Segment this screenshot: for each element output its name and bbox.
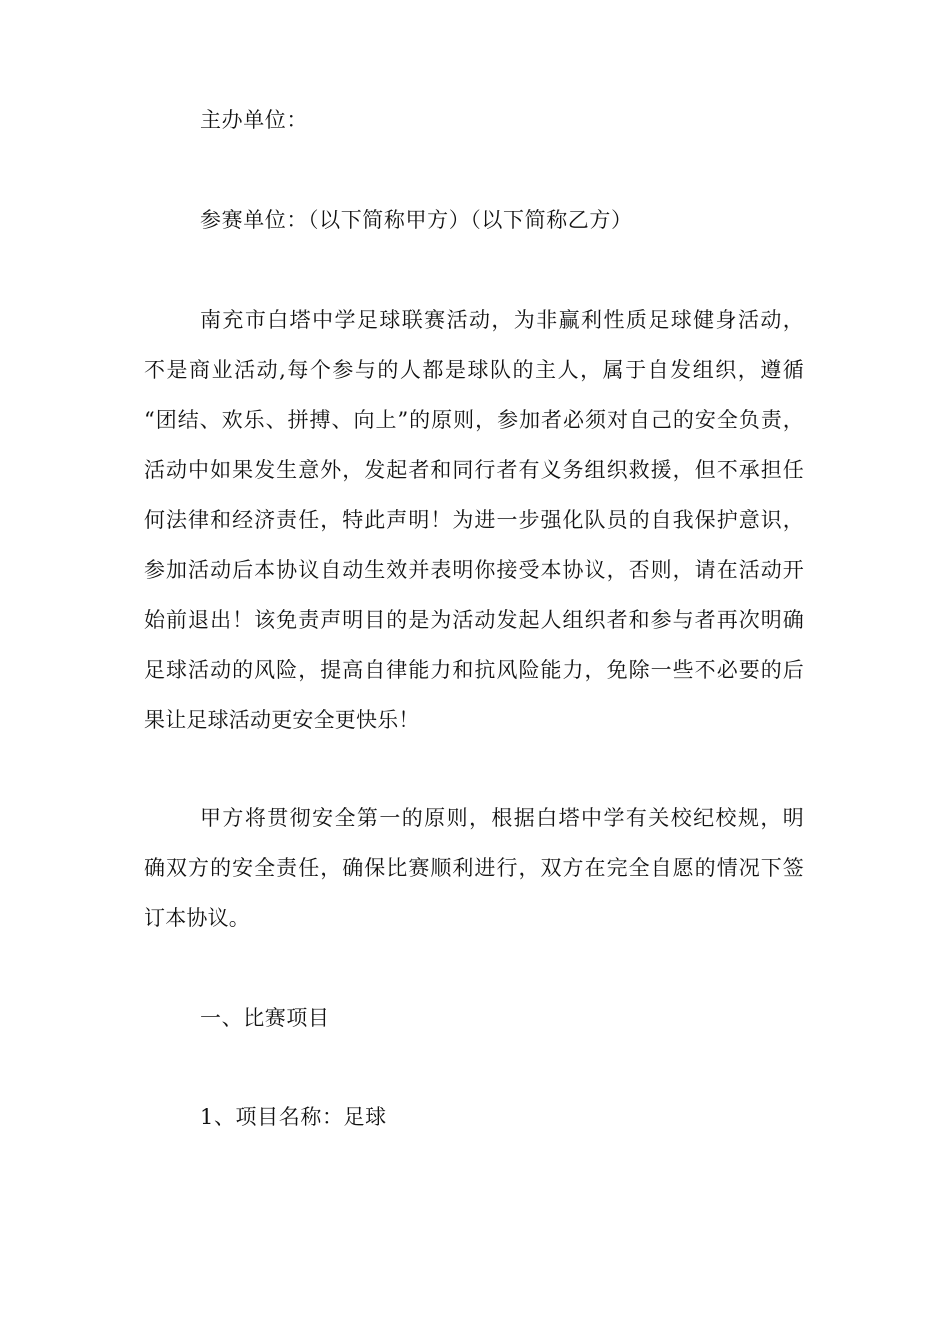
paragraph-line: 确双方的安全责任，确保比赛顺利进行，双方在完全自愿的情况下签: [144, 856, 804, 880]
section-heading: 一、比赛项目: [200, 1006, 330, 1030]
paragraph-line: 活动中如果发生意外，发起者和同行者有义务组织救援，但不承担任: [144, 458, 804, 482]
paragraph-line: 始前退出！该免责声明目的是为活动发起人组织者和参与者再次明确: [144, 608, 804, 632]
item-line: 1、项目名称：足球: [200, 1105, 387, 1129]
paragraph-line: 足球活动的风险，提高自律能力和抗风险能力，免除一些不必要的后: [144, 658, 804, 682]
paragraph-line: 参加活动后本协议自动生效并表明你接受本协议，否则，请在活动开: [144, 558, 804, 582]
organizer-label: 主办单位：: [200, 108, 308, 132]
paragraph-line: 南充市白塔中学足球联赛活动，为非赢利性质足球健身活动，: [200, 308, 804, 332]
paragraph-line: 何法律和经济责任，特此声明！为进一步强化队员的自我保护意识，: [144, 508, 804, 532]
paragraph-line: 甲方将贯彻安全第一的原则，根据白塔中学有关校纪校规，明: [200, 806, 804, 830]
paragraph-line: 订本协议。: [144, 906, 250, 930]
paragraph-line: “团结、欢乐、拼搏、向上”的原则，参加者必须对自己的安全负责，: [144, 408, 804, 432]
participant-label: 参赛单位：（以下简称甲方）（以下简称乙方）: [200, 208, 633, 232]
paragraph-line: 不是商业活动,每个参与的人都是球队的主人，属于自发组织，遵循: [144, 358, 804, 382]
paragraph-line: 果让足球活动更安全更快乐！: [144, 708, 420, 732]
